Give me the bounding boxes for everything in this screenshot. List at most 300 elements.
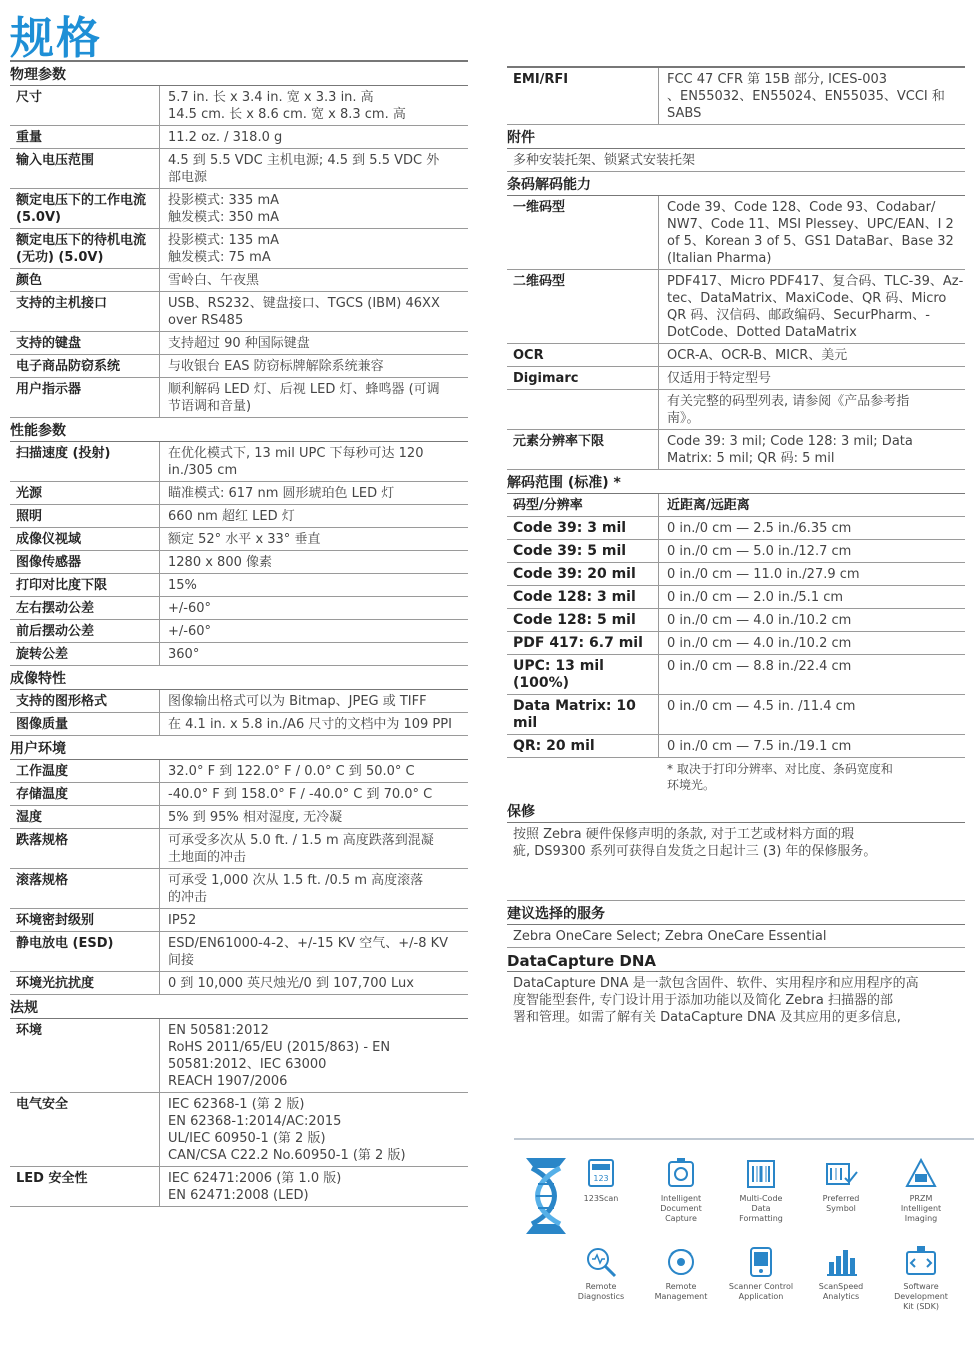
row-value: 0 in./0 cm — 4.0 in./10.2 cm <box>667 613 852 628</box>
decode-table <box>507 196 965 470</box>
row-value <box>160 551 468 573</box>
row-value <box>160 378 468 417</box>
remote-diagnostics-icon <box>583 1244 619 1280</box>
row-value <box>160 1093 468 1166</box>
value-line: SABS <box>667 106 702 121</box>
label-line: Remote <box>665 1282 697 1291</box>
value-line: 图像输出格式可以为 Bitmap、JPEG 或 TIFF <box>168 694 427 709</box>
value-line: IEC 62368-1 (第 2 版) <box>168 1097 305 1112</box>
physical-table <box>10 86 468 418</box>
value-line: DotCode、Dotted DataMatrix <box>667 325 857 340</box>
row-key: Digimarc <box>507 367 659 389</box>
value-line: FCC 47 CFR 第 15B 部分, ICES-003 <box>667 72 888 87</box>
feature-tile <box>716 1244 806 1302</box>
table-row <box>507 367 965 390</box>
label-line: Analytics <box>822 1292 860 1301</box>
feature-tile <box>556 1244 646 1302</box>
value-line: 触发模式: 350 mA <box>168 210 280 225</box>
table-row <box>507 390 965 430</box>
value-line: +/-60° <box>168 601 212 616</box>
scanspeed-icon <box>823 1244 859 1280</box>
row-key: 元素分辨率下限 <box>507 430 659 469</box>
value-line: 可承受多次从 5.0 ft. / 1.5 m 高度跌落到混凝 <box>168 833 434 848</box>
row-key <box>507 517 659 539</box>
table-row <box>10 505 468 528</box>
row-value <box>160 269 468 291</box>
warranty-text <box>507 823 965 901</box>
row-value <box>160 806 468 828</box>
section-dna: DataCapture DNA <box>507 948 965 972</box>
row-key: 工作温度 <box>10 760 160 782</box>
row-key: 颜色 <box>10 269 160 291</box>
value-line: 在优化模式下, 13 mil UPC 下每秒可达 120 <box>168 446 424 461</box>
value-line: NW7、Code 11、MSI Plessey、UPC/EAN、I 2 <box>667 217 954 232</box>
row-value: 0 in./0 cm — 4.5 in. /11.4 cm <box>667 699 856 714</box>
text-line: 按照 Zebra 硬件保修声明的条款, 对于工艺或材料方面的瑕 <box>513 827 854 842</box>
imaging-table <box>10 690 468 736</box>
value-line: 土地面的冲击 <box>168 850 247 865</box>
row-key: EMI/RFI <box>507 68 659 124</box>
row-value <box>160 332 468 354</box>
label-line: Management <box>654 1292 708 1301</box>
table-row <box>10 332 468 355</box>
row-value <box>659 196 965 269</box>
page-title: 规格 <box>10 13 102 64</box>
row-value <box>160 620 468 642</box>
feature-tile <box>636 1244 726 1302</box>
section-decode: 条码解码能力 <box>507 172 965 196</box>
row-key: 存储温度 <box>10 783 160 805</box>
key-line: Data Matrix: 10 <box>513 698 636 714</box>
row-key: OCR <box>507 344 659 366</box>
row-key: 图像质量 <box>10 713 160 735</box>
right-column <box>507 66 965 1028</box>
row-key: 成像仪视域 <box>10 528 160 550</box>
label-line: Development <box>894 1292 948 1301</box>
row-value: 0 in./0 cm — 11.0 in./27.9 cm <box>667 567 860 582</box>
range-table <box>507 517 965 758</box>
row-key: 电气安全 <box>10 1093 160 1166</box>
value-line: 南》。 <box>667 411 700 426</box>
value-line: CAN/CSA C22.2 No.60950-1 (第 2 版) <box>168 1148 406 1163</box>
value-line: Code 39、Code 128、Code 93、Codabar/ <box>667 200 936 215</box>
row-key: 环境密封级别 <box>10 909 160 931</box>
table-row <box>10 620 468 643</box>
row-key: 光源 <box>10 482 160 504</box>
label-line: Preferred <box>822 1194 860 1203</box>
range-table-header <box>507 494 965 517</box>
table-row <box>10 869 468 909</box>
row-key: 尺寸 <box>10 86 160 125</box>
key-line: Code 128: 5 mil <box>513 612 636 628</box>
przm-icon <box>903 1156 939 1192</box>
value-line: Code 39: 3 mil; Code 128: 3 mil; Data <box>667 434 913 449</box>
section-imaging: 成像特性 <box>10 666 468 690</box>
value-line: 5.7 in. 长 x 3.4 in. 宽 x 3.3 in. 高 <box>168 90 374 105</box>
value-line: USB、RS232、键盘接口、TGCS (IBM) 46XX <box>168 296 440 311</box>
row-key: 跌落规格 <box>10 829 160 868</box>
value-line: EN 62471:2008 (LED) <box>168 1188 309 1203</box>
row-value: 0 in./0 cm — 8.8 in./22.4 cm <box>667 659 852 674</box>
table-row <box>507 540 965 563</box>
row-key <box>507 563 659 585</box>
row-value <box>659 367 965 389</box>
label-line: Document <box>660 1204 702 1213</box>
row-value <box>160 482 468 504</box>
row-key: LED 安全性 <box>10 1167 160 1206</box>
feature-tile <box>876 1156 966 1224</box>
table-row <box>10 1019 468 1093</box>
row-value <box>659 430 965 469</box>
section-warranty: 保修 <box>507 799 965 823</box>
table-row <box>10 713 468 736</box>
row-key: 图像传感器 <box>10 551 160 573</box>
row-key <box>507 586 659 608</box>
table-row <box>10 551 468 574</box>
datacapture-dna-icon-panel <box>514 1138 974 1336</box>
value-line: PDF417、Micro PDF417、复合码、TLC-39、Az- <box>667 274 964 289</box>
row-key: 静电放电 (ESD) <box>10 932 160 971</box>
value-line: 投影模式: 335 mA <box>168 193 280 208</box>
dna-text <box>507 972 965 1028</box>
column-header: 码型/分辨率 <box>507 494 659 516</box>
row-value: 0 in./0 cm — 4.0 in./10.2 cm <box>667 636 852 651</box>
row-value <box>160 713 468 735</box>
row-value <box>160 229 468 268</box>
value-line: 节语调和音量) <box>168 399 252 414</box>
row-value: 0 in./0 cm — 5.0 in./12.7 cm <box>667 544 852 559</box>
sdk-icon <box>903 1244 939 1280</box>
regulatory-table <box>10 1019 468 1207</box>
table-row <box>10 783 468 806</box>
value-line: 有关完整的码型列表, 请参阅《产品参考指 <box>667 394 910 409</box>
row-key: 额定电压下的待机电流 (无功) (5.0V) <box>10 229 160 268</box>
value-line: UL/IEC 60950-1 (第 2 版) <box>168 1131 326 1146</box>
value-line: 660 nm 超红 LED 灯 <box>168 509 295 524</box>
value-line: 投影模式: 135 mA <box>168 233 280 248</box>
row-value <box>160 760 468 782</box>
table-row <box>10 86 468 126</box>
value-line: OCR-A、OCR-B、MICR、美元 <box>667 348 848 363</box>
row-key: 用户指示器 <box>10 378 160 417</box>
label-line: Symbol <box>826 1204 856 1213</box>
table-row <box>507 632 965 655</box>
key-line: Code 128: 3 mil <box>513 589 636 605</box>
row-key <box>507 632 659 654</box>
section-physical: 物理参数 <box>10 60 468 86</box>
table-row <box>507 270 965 344</box>
row-key <box>507 735 659 757</box>
row-key: 重量 <box>10 126 160 148</box>
value-line: 15% <box>168 578 197 593</box>
value-line: (Italian Pharma) <box>667 251 772 266</box>
row-value <box>160 355 468 377</box>
accessories-text: 多种安装托架、锁紧式安装托架 <box>507 149 965 172</box>
value-line: 顺利解码 LED 灯、后视 LED 灯、蜂鸣器 (可调 <box>168 382 440 397</box>
value-line: ESD/EN61000-4-2、+/-15 KV 空气、+/-8 KV <box>168 936 449 951</box>
label-line: PRZM <box>909 1194 933 1203</box>
row-value <box>160 690 468 712</box>
table-row <box>10 189 468 229</box>
row-value <box>160 829 468 868</box>
row-value: 0 in./0 cm — 2.5 in./6.35 cm <box>667 521 852 536</box>
value-line: 可承受 1,000 次从 1.5 ft. /0.5 m 高度滚落 <box>168 873 424 888</box>
environment-table <box>10 760 468 995</box>
123scan-icon <box>583 1156 619 1192</box>
feature-label <box>556 1194 646 1204</box>
row-key: 滚落规格 <box>10 869 160 908</box>
label-line: ScanSpeed <box>818 1282 864 1291</box>
svg-text:123: 123 <box>593 1174 609 1183</box>
label-line: Intelligent <box>900 1204 942 1213</box>
column-header: 近距离/远距离 <box>667 498 750 513</box>
row-value <box>160 86 468 125</box>
row-key: 扫描速度 (投射) <box>10 442 160 481</box>
document-capture-icon <box>663 1156 699 1192</box>
key-line: Code 39: 20 mil <box>513 566 636 582</box>
row-value <box>160 1019 468 1092</box>
row-key: 打印对比度下限 <box>10 574 160 596</box>
value-line: EN 50581:2012 <box>168 1023 269 1038</box>
label-line: Multi-Code <box>739 1194 783 1203</box>
value-line: IP52 <box>168 913 197 928</box>
feature-tile <box>876 1244 966 1312</box>
value-line: tec、DataMatrix、MaxiCode、QR 码、Micro <box>667 291 947 306</box>
value-line: 瞄准模式: 617 nm 圆形琥珀色 LED 灯 <box>168 486 395 501</box>
table-row <box>10 1167 468 1207</box>
row-value <box>160 149 468 188</box>
footnote-row <box>507 758 965 795</box>
row-key: 湿度 <box>10 806 160 828</box>
key-line: mil <box>513 715 538 731</box>
row-value: 0 in./0 cm — 7.5 in./19.1 cm <box>667 739 852 754</box>
table-row <box>10 482 468 505</box>
table-row <box>507 609 965 632</box>
row-value <box>160 597 468 619</box>
value-line: REACH 1907/2006 <box>168 1074 288 1089</box>
row-value <box>659 270 967 343</box>
row-value <box>160 869 468 908</box>
section-services: 建议选择的服务 <box>507 901 965 925</box>
section-performance: 性能参数 <box>10 418 468 442</box>
text-line: DataCapture DNA 是一款包含固件、软件、实用程序和应用程序的高 <box>513 976 919 991</box>
text-line: 度智能型套件, 专门设计用于添加功能以及简化 Zebra 扫描器的部 <box>513 993 893 1008</box>
table-row <box>507 655 965 695</box>
key-line: PDF 417: 6.7 mil <box>513 635 643 651</box>
value-line: 触发模式: 75 mA <box>168 250 271 265</box>
table-row <box>507 196 965 270</box>
table-row <box>507 735 965 758</box>
table-row <box>507 517 965 540</box>
row-key <box>507 540 659 562</box>
spacer <box>507 758 659 795</box>
label-line: Imaging <box>904 1214 938 1223</box>
section-environment: 用户环境 <box>10 736 468 760</box>
value-line: 14.5 cm. 长 x 8.6 cm. 宽 x 8.3 cm. 高 <box>168 107 406 122</box>
row-key: 电子商品防窃系统 <box>10 355 160 377</box>
scanner-control-icon <box>743 1244 779 1280</box>
table-row <box>10 829 468 869</box>
value-line: QR 码、汉信码、邮政编码、SecurPharm、- <box>667 308 930 323</box>
feature-tile <box>796 1156 886 1214</box>
row-value <box>160 1167 468 1206</box>
section-regulatory: 法规 <box>10 995 468 1019</box>
table-row <box>10 597 468 620</box>
table-row <box>10 760 468 783</box>
row-key <box>507 609 659 631</box>
preferred-symbol-icon <box>823 1156 859 1192</box>
table-row <box>507 695 965 735</box>
value-line: EN 62368-1:2014/AC:2015 <box>168 1114 342 1129</box>
value-line: 在 4.1 in. x 5.8 in./A6 尺寸的文档中为 109 PPI <box>168 717 452 732</box>
row-value <box>659 344 965 366</box>
row-key: 支持的图形格式 <box>10 690 160 712</box>
value-line: RoHS 2011/65/EU (2015/863) - EN <box>168 1040 391 1055</box>
row-key: 支持的主机接口 <box>10 292 160 331</box>
value-line: 间接 <box>168 953 195 968</box>
value-line: 11.2 oz. / 318.0 g <box>168 130 283 145</box>
table-row <box>507 344 965 367</box>
remote-management-icon <box>663 1244 699 1280</box>
value-line: 0 到 10,000 英尺烛光/0 到 107,700 Lux <box>168 976 414 991</box>
left-column <box>10 60 468 1207</box>
row-key: 旋转公差 <box>10 643 160 665</box>
row-value <box>659 68 965 124</box>
table-row <box>10 126 468 149</box>
table-row <box>10 149 468 189</box>
row-value <box>160 909 468 931</box>
section-accessories: 附件 <box>507 125 965 149</box>
row-key <box>507 390 659 429</box>
feature-label <box>796 1282 886 1302</box>
value-line: 、EN55032、EN55024、EN55035、VCCI 和 <box>667 89 945 104</box>
value-line: of 5、Korean 3 of 5、GS1 DataBar、Base 32 <box>667 234 954 249</box>
row-key: 一维码型 <box>507 196 659 269</box>
row-value <box>160 528 468 550</box>
label-line: Kit (SDK) <box>903 1302 939 1311</box>
feature-label <box>716 1194 806 1224</box>
performance-table <box>10 442 468 666</box>
feature-label <box>636 1194 726 1224</box>
row-key: 输入电压范围 <box>10 149 160 188</box>
row-value <box>160 643 468 665</box>
row-key: 额定电压下的工作电流 (5.0V) <box>10 189 160 228</box>
table-row <box>10 932 468 972</box>
row-value <box>160 972 468 994</box>
table-row <box>10 1093 468 1167</box>
row-key: 环境光抗扰度 <box>10 972 160 994</box>
table-row <box>10 972 468 995</box>
table-row <box>10 355 468 378</box>
value-line: 5% 到 95% 相对湿度, 无冷凝 <box>168 810 343 825</box>
footnote-line: * 取决于打印分辨率、对比度、条码宽度和 <box>667 762 893 776</box>
value-line: 支持超过 90 种国际键盘 <box>168 336 310 351</box>
table-row <box>10 292 468 332</box>
value-line: 4.5 到 5.5 VDC 主机电源; 4.5 到 5.5 VDC 外 <box>168 153 440 168</box>
feature-label <box>716 1282 806 1302</box>
footnote <box>659 758 965 795</box>
table-row <box>10 574 468 597</box>
feature-tile <box>556 1156 646 1204</box>
text-line: 疵, DS9300 系列可获得自发货之日起计三 (3) 年的保修服务。 <box>513 844 877 859</box>
row-value <box>160 442 468 481</box>
row-key: 照明 <box>10 505 160 527</box>
feature-tile <box>796 1244 886 1302</box>
table-row <box>507 586 965 609</box>
feature-tile <box>636 1156 726 1224</box>
value-line: 50581:2012、IEC 63000 <box>168 1057 327 1072</box>
label-line: Formatting <box>739 1214 783 1223</box>
feature-label <box>876 1282 966 1312</box>
label-line: Application <box>738 1292 784 1301</box>
table-row <box>507 563 965 586</box>
label-line: Software <box>903 1282 939 1291</box>
footnote-line: 环境光。 <box>667 778 716 792</box>
table-row <box>507 430 965 470</box>
row-value <box>160 932 468 971</box>
feature-label <box>796 1194 886 1214</box>
row-key <box>507 695 659 734</box>
value-line: +/-60° <box>168 624 212 639</box>
table-row <box>10 643 468 666</box>
row-key: 左右摆动公差 <box>10 597 160 619</box>
table-row <box>10 806 468 829</box>
value-line: over RS485 <box>168 313 244 328</box>
row-value <box>160 189 468 228</box>
label-line: Capture <box>665 1214 697 1223</box>
table-row <box>10 442 468 482</box>
feature-label <box>556 1282 646 1302</box>
row-value <box>160 126 468 148</box>
value-line: 32.0° F 到 122.0° F / 0.0° C 到 50.0° C <box>168 764 415 779</box>
value-line: IEC 62471:2006 (第 1.0 版) <box>168 1171 342 1186</box>
value-line: 1280 x 800 像素 <box>168 555 272 570</box>
table-row <box>10 909 468 932</box>
services-text: Zebra OneCare Select; Zebra OneCare Essential <box>507 925 965 948</box>
table-row <box>10 269 468 292</box>
key-line: QR: 20 mil <box>513 738 595 754</box>
table-row <box>10 378 468 418</box>
value-line: 与收银台 EAS 防窃标牌解除系统兼容 <box>168 359 384 374</box>
value-line: 的冲击 <box>168 890 208 905</box>
key-line: Code 39: 3 mil <box>513 520 627 536</box>
value-line: in./305 cm <box>168 463 238 478</box>
value-line: 额定 52° 水平 x 33° 垂直 <box>168 532 321 547</box>
key-line: (100%) <box>513 675 570 691</box>
row-key: 环境 <box>10 1019 160 1092</box>
label-line: Data <box>751 1204 771 1213</box>
multicode-icon <box>743 1156 779 1192</box>
section-range: 解码范围 (标准) * <box>507 470 965 494</box>
feature-tile <box>716 1156 806 1224</box>
label-line: 123Scan <box>583 1194 619 1203</box>
row-value <box>659 390 965 429</box>
row-key: 二维码型 <box>507 270 659 343</box>
label-line: Intelligent <box>660 1194 702 1203</box>
table-row <box>10 690 468 713</box>
value-line: -40.0° F 到 158.0° F / -40.0° C 到 70.0° C <box>168 787 433 802</box>
table-row <box>507 66 965 125</box>
row-value <box>160 505 468 527</box>
value-line: 360° <box>168 647 200 662</box>
feature-label <box>636 1282 726 1302</box>
label-line: Diagnostics <box>577 1292 625 1301</box>
text-line: 署和管理。如需了解有关 DataCapture DNA 及其应用的更多信息, <box>513 1010 901 1025</box>
row-value <box>160 574 468 596</box>
row-key: 支持的键盘 <box>10 332 160 354</box>
feature-label <box>876 1194 966 1224</box>
key-line: Code 39: 5 mil <box>513 543 627 559</box>
